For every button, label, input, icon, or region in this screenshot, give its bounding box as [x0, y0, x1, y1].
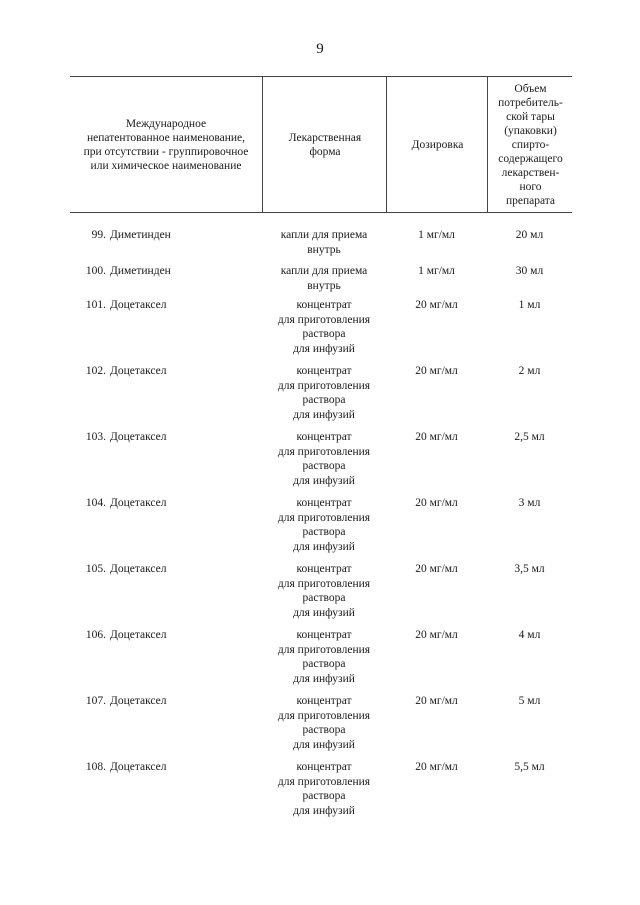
dosage-form [262, 264, 386, 293]
dosage-form-line: для приготовления [277, 577, 371, 590]
dosage-form-line: концентрат [296, 497, 352, 509]
drug-name: Доцетаксел [110, 299, 167, 311]
dosage-form-line: концентрат [296, 365, 352, 377]
header-line: лекарствен- [501, 166, 560, 179]
row-number: 107. [85, 695, 106, 707]
header-line: потребитель- [498, 96, 563, 109]
dosage-form-line: раствора [302, 790, 346, 802]
dosage-form-line: раствора [302, 592, 346, 604]
drug-name: Доцетаксел [110, 563, 167, 575]
dosage-form-line: концентрат [296, 761, 352, 773]
dosage-form [262, 298, 386, 356]
dosage-form-line: раствора [302, 460, 346, 472]
dosage-form-line: капли для приема [280, 229, 368, 241]
header-form [262, 77, 387, 212]
dosage-form-line: концентрат [296, 629, 352, 641]
package-volume: 3,5 мл [514, 563, 545, 575]
header-line: ного [519, 180, 542, 193]
header-line: ской тары [506, 110, 555, 123]
dosage-form-line: концентрат [296, 695, 352, 707]
header-line: Дозировка [411, 138, 464, 151]
page-number: 9 [316, 41, 324, 57]
dosage-form [262, 430, 386, 488]
dosage-form-line: для инфузий [293, 342, 355, 355]
dosage-form-line: раствора [302, 724, 346, 736]
drug-name: Доцетаксел [110, 365, 167, 377]
dosage-form-line: для инфузий [293, 804, 355, 817]
package-volume: 1 мл [518, 299, 541, 311]
header-volume [487, 77, 573, 212]
dosage-form [262, 364, 386, 422]
header-line: или химическое наименование [90, 159, 242, 172]
dosage: 20 мг/мл [415, 695, 458, 707]
header-line: непатентованное наименование, [86, 131, 246, 144]
drug-name: Доцетаксел [110, 761, 167, 773]
dosage-form-line: раствора [302, 658, 346, 670]
table-header [70, 76, 572, 213]
package-volume: 20 мл [515, 229, 544, 241]
row-number: 108. [85, 761, 106, 773]
header-name-lines [84, 117, 249, 173]
drug-name: Доцетаксел [110, 695, 167, 707]
header-line: Объем [514, 82, 547, 95]
dosage: 20 мг/мл [415, 629, 458, 641]
dosage-form-line: внутрь [307, 279, 341, 292]
dosage-form-line: концентрат [296, 563, 352, 575]
dosage-form-line: для приготовления [277, 445, 371, 458]
dosage: 20 мг/мл [415, 431, 458, 443]
dosage: 20 мг/мл [415, 365, 458, 377]
dosage-form-line: для инфузий [293, 672, 355, 685]
header-line: Лекарственная [288, 131, 362, 144]
dosage: 1 мг/мл [418, 229, 455, 241]
dosage: 20 мг/мл [415, 761, 458, 773]
drug-name: Доцетаксел [110, 431, 167, 443]
dosage-form-line: раствора [302, 328, 346, 340]
package-volume: 30 мл [515, 265, 544, 277]
dosage-form-line: концентрат [296, 431, 352, 443]
package-volume: 2,5 мл [514, 431, 545, 443]
dosage-form-line: для инфузий [293, 738, 355, 751]
header-line: спирто- [511, 138, 550, 151]
dosage-form [262, 628, 386, 686]
dosage-form-line: для приготовления [277, 511, 371, 524]
row-number: 100. [85, 265, 106, 277]
header-line: Международное [125, 117, 207, 130]
dosage: 20 мг/мл [415, 563, 458, 575]
dosage: 20 мг/мл [415, 497, 458, 509]
dosage-form-line: для приготовления [277, 709, 371, 722]
dosage-form [262, 562, 386, 620]
dosage-form [262, 228, 386, 257]
dosage-form-line: для инфузий [293, 540, 355, 553]
header-dose [386, 77, 488, 212]
package-volume: 5,5 мл [514, 761, 545, 773]
dosage-form-line: для приготовления [277, 313, 371, 326]
drug-name: Доцетаксел [110, 497, 167, 509]
row-number: 99. [91, 229, 106, 241]
dosage-form-line: внутрь [307, 243, 341, 256]
dosage: 20 мг/мл [415, 299, 458, 311]
dosage-form-line: раствора [302, 394, 346, 406]
row-number: 104. [85, 497, 106, 509]
dosage-form-line: капли для приема [280, 265, 368, 277]
row-number: 103. [85, 431, 106, 443]
header-line: форма [309, 145, 341, 158]
row-number: 101. [85, 299, 106, 311]
dosage-form-line: для инфузий [293, 474, 355, 487]
package-volume: 4 мл [518, 629, 541, 641]
header-line: содержащего [498, 152, 563, 165]
dosage-form-line: раствора [302, 526, 346, 538]
header-line: при отсутствии - группировочное [83, 145, 249, 158]
dosage-form-line: для приготовления [277, 379, 371, 392]
drug-name: Диметинден [110, 229, 171, 241]
dosage-form-line: для приготовления [277, 643, 371, 656]
row-number: 102. [85, 365, 106, 377]
dosage-form [262, 694, 386, 752]
dosage-form-line: для приготовления [277, 775, 371, 788]
drug-name: Доцетаксел [110, 629, 167, 641]
dosage-form [262, 760, 386, 818]
header-line: (упаковки) [504, 124, 557, 137]
dosage: 1 мг/мл [418, 265, 455, 277]
header-volume-lines [498, 82, 563, 208]
header-name [70, 77, 262, 212]
header-form-lines [289, 131, 361, 159]
package-volume: 2 мл [518, 365, 541, 377]
header-line: препарата [505, 194, 556, 207]
dosage-form-line: для инфузий [293, 606, 355, 619]
dosage-form-line: для инфузий [293, 408, 355, 421]
package-volume: 3 мл [518, 497, 541, 509]
dosage-form-line: концентрат [296, 299, 352, 311]
drug-table [70, 76, 572, 817]
package-volume: 5 мл [518, 695, 541, 707]
header-dose-lines [412, 138, 464, 152]
row-number: 105. [85, 563, 106, 575]
drug-name: Диметинден [110, 265, 171, 277]
row-number: 106. [85, 629, 106, 641]
dosage-form [262, 496, 386, 554]
